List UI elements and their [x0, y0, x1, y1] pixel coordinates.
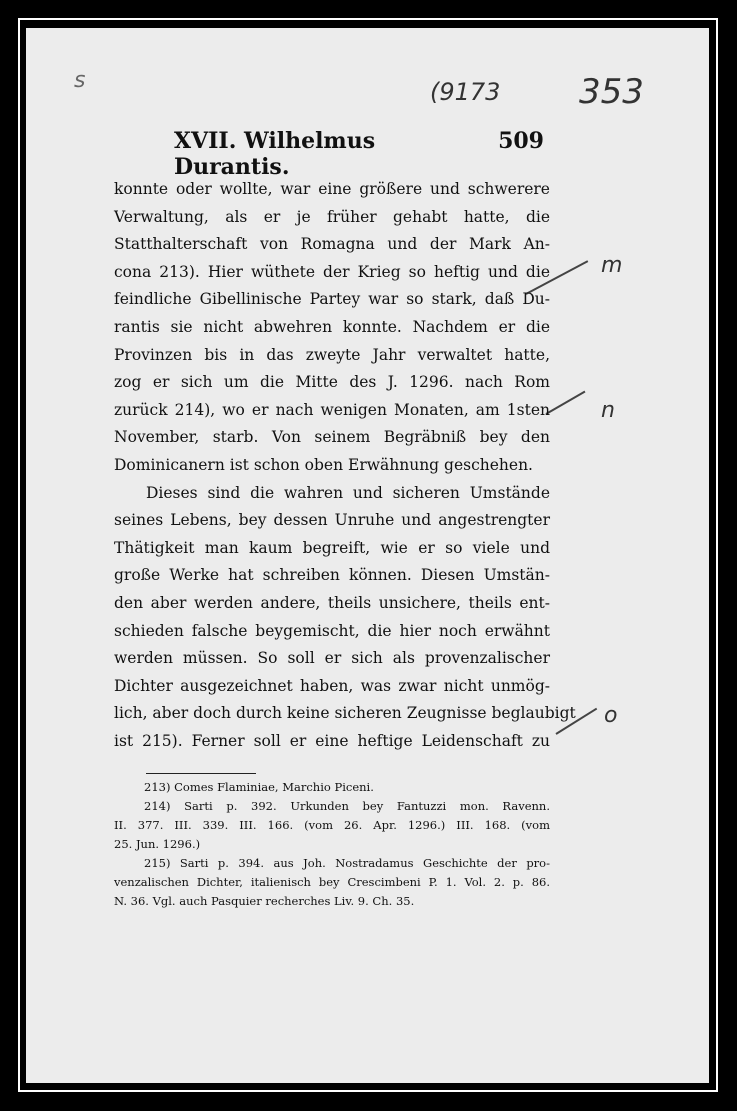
text-line: Verwaltung, als er je früher gehabt hatte, die [114, 207, 550, 226]
footnote-line: 25. Jun. 1296.) [114, 837, 201, 851]
text-line: Dieses sind die wahren und sicheren Umstände [146, 483, 550, 502]
text-line: große Werke hat schreiben können. Diesen Umstän- [114, 566, 550, 585]
margin-stroke [546, 391, 586, 415]
text-line: zog er sich um die Mitte des J. 1296. nach Rom [114, 373, 550, 392]
text-line: seines Lebens, bey dessen Unruhe und angestrengter [114, 511, 550, 530]
footnote-line: 213) Comes Flaminiae, Marchio Piceni. [144, 780, 374, 794]
text-line: zurück 214), wo er nach wenigen Monaten, am 1sten [114, 400, 550, 419]
body-text [114, 176, 576, 755]
text-line: lich, aber doch durch keine sicheren Zeugnisse beglaubigt [114, 704, 576, 723]
footnote-line: 214) Sarti p. 392. Urkunden bey Fantuzzi mon. Ravenn. [144, 799, 550, 813]
running-header [174, 128, 544, 180]
footnotes [114, 778, 550, 911]
document-page [26, 28, 709, 1083]
text-line: den aber werden andere, theils unsichere, theils ent- [114, 593, 550, 612]
footnote-line: II. 377. III. 339. III. 166. (vom 26. Apr. 1296.) III. 168. (vom [114, 818, 550, 832]
text-line: werden müssen. So soll er sich als provenzalischer [114, 649, 550, 668]
text-line: Statthalterschaft von Romagna und der Mark An- [114, 235, 550, 254]
handwritten-shelfmark: (9173 [430, 78, 501, 106]
text-line: cona 213). Hier wüthete der Krieg so heftig und die [114, 262, 550, 281]
page-number: 509 [498, 128, 544, 154]
margin-mark-n: n [601, 398, 615, 423]
text-line: schieden falsche beygemischt, die hier noch erwähnt [114, 621, 550, 640]
footnote-line: 215) Sarti p. 394. aus Joh. Nostradamus Geschichte der pro- [144, 856, 550, 870]
handwritten-page-number: 353 [579, 72, 644, 112]
text-line: konnte oder wollte, war eine größere und schwerere [114, 180, 550, 198]
text-line: Provinzen bis in das zweyte Jahr verwaltet hatte, [114, 345, 550, 364]
text-line: feindliche Gibellinische Partey war so stark, daß Du- [114, 290, 550, 309]
text-line: rantis sie nicht abwehren konnte. Nachdem er die [114, 317, 550, 336]
text-line: Dominicanern ist schon oben Erwähnung geschehen. [114, 455, 533, 474]
footnote-line: N. 36. Vgl. auch Pasquier recherches Liv. 9. Ch. 35. [114, 894, 415, 908]
text-line: ist 215). Ferner soll er eine heftige Leidenschaft zu [114, 731, 550, 750]
footnote-rule [146, 773, 256, 774]
text-line: November, starb. Von seinem Begräbniß bey den [114, 428, 550, 447]
handwritten-corner-mark: s [74, 68, 86, 93]
footnote-line: venzalischen Dichter, italienisch bey Crescimbeni P. 1. Vol. 2. p. 86. [114, 875, 550, 889]
margin-mark-o: o [604, 703, 618, 728]
margin-mark-m: m [601, 253, 623, 278]
text-line: Dichter ausgezeichnet haben, was zwar nicht unmög- [114, 676, 550, 695]
chapter-title: XVII. Wilhelmus Durantis. [174, 128, 376, 180]
text-line: Thätigkeit man kaum begreift, wie er so viele und [114, 538, 550, 557]
